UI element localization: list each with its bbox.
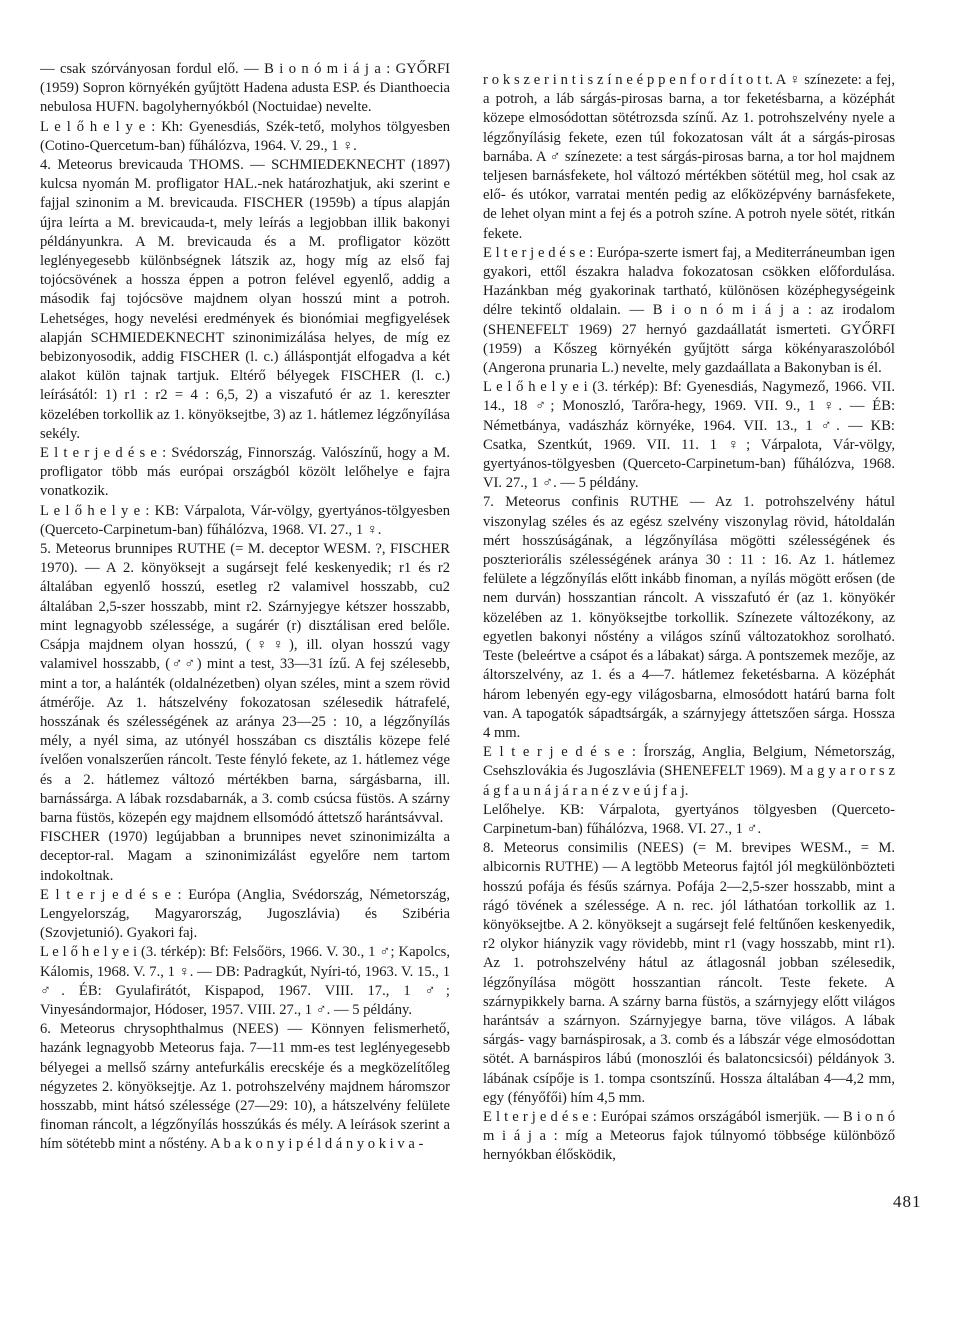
paragraph-species-6-chrysophthalmus: 6. Meteorus chrysophthalmus (NEES) — Könnyen felismerhető, hazánk legnagyobb Meteorus faja. 7—11 mm-es test leglényegesebb bélyegei a mellső szárny antefurkális erecskéje és a megközelítőleg négyzetes 2. könyöksejtje. Az 1. potrohszelvény majdnem háromszor hosszabb, mint hátsó szélessége (27—29: 10), a hátszelvény felülete finoman ráncolt, a légzőnyílás hosszúkás és mély. A leírások szerint a hím sötétebb mint a nőstény. A b a k o n y i p é l d á n y o k i v a - <box>40 1021 450 1153</box>
paragraph-species-7-confinis: 7. Meteorus confinis RUTHE — Az 1. potrohszelvény hátul viszonylag széles és az egész szelvény viszonylag rövid, hátoldalán mért hosszúságának, a légzőnyílása mögötti szélességének és poszteriorális szélességének aránya 30 : 11 : 16. Az 1. hátlemez felülete a légzőnyílás előtt inkább finoman, a nyílás mögött erősen (de nem durván) hosszantian ráncolt. A visszafutó ér (az 1. könyökér közelében az 1. könyöksejtbe torkollik. Színezete változékony, az egyetlen bakonyi nőstény a világos színű változatokhoz sorolható. Teste (beleértve a csápot és a lábakat) sárga. A pontszemek mezője, az áltorszelvény, az 1. és a 4—7. hátlemez feketésbarna. A középhát három lebenyén egy-egy világosbarna, elmosódott határú barna folt van. A tapogatók sápadtsárgák, a szárnyjegy áttetszően sárga. Hossza 4 mm. <box>483 494 895 741</box>
paragraph-elterjedese-svedorszag: E l t e r j e d é s e : Svédország, Finnország. Valószínű, hogy a M. profligator több más európai országból közölt lelőhelye e fajra vonatkozik. <box>40 445 450 500</box>
paragraph-elterjedese-mediterraneum: E l t e r j e d é s e : Európa-szerte ismert faj, a Mediterráneumban igen gyakori, ettől északra haladva fokozatosan csökken előfordulása. Hazánkban még gyakorinak tartható, különösen középhegységeink délre tekintő oldalain. — B i o n ó m i á j a : az irodalom (SHENEFELT 1969) 27 hernyó gazdaállatát ismerteti. GYŐRFI (1959) a Kőszeg környékén gyűjtött sárga kökényaraszolóból (Angerona prunaria L.) nevelte, mely gazdaállata a Bakonyban is él. <box>483 244 895 377</box>
paragraph-lelohelye-varpalota: L e l ő h e l y e : KB: Várpalota, Vár-völgy, gyertyános-tölgyesben (Querceto-Carpinetum-ban) fűhálózva, 1968. VI. 27., 1 ♀. <box>40 502 450 538</box>
paragraph-lelohelye-varpalota-confinis: Lelőhelye. KB: Várpalota, gyertyános tölgyesben (Querceto-Carpinetum-ban) fűhálózva, 1968. VI. 27., 1 ♂. <box>483 801 895 837</box>
paragraph-species-8-consimilis: 8. Meteorus consimilis (NEES) (= M. brevipes WESM., = M. albicornis RUTHE) — A legtöbb Meteorus fajtól jól megkülönbözteti hosszú pofája és fésűs szárnya. Pofája 2—2,5-szer hosszabb, mint a rágó tövének a szélessége. A n. rec. jól láthatóan torkollik az 1. könyöksejtbe. A 2. könyöksejt a sugársejt felé feltűnően keskenyedik, r2 olykor hiányzik vagy rövidebb, mint r1 (vagy hosszabb, mint r1). Az 1. potrohszelvény hátul az átlagosnál jobban szélesedik, légzőnyílása mögött hosszantian ráncolt. Teste fekete. A szárnypikkely barna. A szárny barna füstös, a szárnyjegy előtt világos harántsáv a szárnyon. Szárnyjegye barna, töve világos. A lábak sárgás- vagy barnáspirosak, a 3. comb és a lábszár vége elmosódottan sötét. A barnáspiros lábú (monoszlói és balatoncsicsói) példányok 3. lábának csípője is 1. tompa csontszínű. Hossza általában 4—4,2 mm, egy (fényőfői) hím 4,5 mm. <box>483 840 895 1106</box>
paragraph-bionomia-gyorfi: — csak szórványosan fordul elő. — B i o n ó m i á j a : GYŐRFI (1959) Sopron környékén gyűjtött Hadena adusta ESP. és Dianthoecia nebulosa HUFN. bagolyhernyókból (Noctuidae) nevelte. <box>40 61 450 116</box>
page-number: 481 <box>893 1192 922 1211</box>
paragraph-species-5-brunnipes: 5. Meteorus brunnipes RUTHE (= M. deceptor WESM. ?, FISCHER 1970). — A 2. könyöksejt a sugársejt felé keskenyedik; r1 és r2 általában egyenlő hosszú, esetleg r2 valamivel hosszabb, cu2 általában 2,5-szer hosszabb, mint r2. Szárnyjegye kétszer hosszabb, mint legnagyobb szélessége, a sugárér (r) disztálisan ered belőle. Csápja majdnem olyan hosszú, (♀♀), ill. olyan hosszú vagy valamivel hosszabb, (♂♂) mint a test, 33—31 ízű. A fej szélesebb, mint a tor, a halánték (oldalnézetben) olyan széles, mint a szem rövid átmérője. Az 1. hátszelvény fokozatosan szélesedik hátrafelé, hosszának és szélességének az aránya 23—25 : 10, a légzőnyílás mély, a nyél sima, az utónyél hosszában cs disztális közepe felé ívelően vonalszerűen ráncolt. Teste fényló fekete, az 1. hátlemez vége és a 2. hátlemez változó mértékben barna, sárgásbarna, ill. barnássárga. A lábak rozsdabarnák, a 3. comb csúcsa füstös. A szárny barna füstös, közepén egy majdnem ellsomódó áttetsző harántsávval. <box>40 541 450 826</box>
paragraph-lelohelye-gyenesdias: L e l ő h e l y e : Kh: Gyenesdiás, Szék-tető, molyhos tölgyesben (Cotino-Quercetum-ban) fűhálózva, 1964. V. 29., 1 ♀. <box>40 118 450 154</box>
paragraph-lelohelyei-felsoors: L e l ő h e l y e i (3. térkép): Bf: Felsőörs, 1966. V. 30., 1 ♂; Kapolcs, Kálomis, 1968. V. 7., 1 ♀. — DB: Padragkút, Nyíri-tó, 1963. V. 15., 1 ♂. ÉB: Gyulafirátót, Kispapod, 1967. VIII. 17., 1 ♂; Vinyesándormajor, Hódoser, 1957. VIII. 27., 1 ♂. — 5 példány. <box>40 944 450 1018</box>
paragraph-species-4-brevicauda: 4. Meteorus brevicauda THOMS. — SCHMIEDEKNECHT (1897) kulcsa nyomán M. profligator HAL.-nek határozhatjuk, aki szerint e fajjal szinonim a M. brevicauda. FISCHER (1959b) a típus alapján újra leírta a M. brevicauda-t, mely leírás a legjobban illik bakonyi példányunkra. A M. brevicauda és a M. profligator között leglényegesebb különbségnek látszik az, hogy míg az első faj tojócsövének a hossza éppen a potron felével egyenlő, addig a második faj tojócsöve majdnem olyan hosszú mint a potroh. Lehetséges, hogy nevelési eredmények és bionómiai megfigyelések alapján SCHMIEDEKNECHT szinonimizálása helyes, de míg ez bebizonyosodik, addig FISCHER (l. c.) álláspontját elfogadva a két alakot külön tajnak tartjuk. Eltérő bélyegek FISCHER (l. c.) leírásától: 1) r1 : r2 = 4 : 6,5, 2) a viszafutó ér az 1. kereszter közelében torkollik az 1. könyöksejtbe, 3) az 1. hátlemez légzőnyílása sekély. <box>40 157 450 442</box>
paragraph-fischer-1970: FISCHER (1970) legújabban a brunnipes nevet szinonimizálta a deceptor-ral. Magam a szinonimizálást egyelőre nem tartom indokoltnak. <box>40 829 450 884</box>
paragraph-szinezete: r o k s z e r i n t i s z í n e é p p e n f o r d í t o t t. A ♀ színezete: a fej, a potroh, a láb sárgás-pirosas barna, a tor feketésbarna, a középhát közepe elmosódottan sötétrozsda színű. Az 1. potrohszelvény nyele a légzőnyílásig fekete, ezen túl fokozatosan vált át a sárgás-pirosas barnába. A ♂ színezete: a test sárgás-pirosas barna, a tor hol majdnem teljesen barnásfekete, hol változó mértékben sötétül meg, hol csak az elő- és utókor, varratai mentén pedig az előközépvény barnásfekete, de lehet olyan mint a fej és a potroh színe. A potroh nyele sötét, ritkán fekete. <box>483 72 895 242</box>
paragraph-lelohelyei-gyenesdias: L e l ő h e l y e i (3. térkép): Bf: Gyenesdiás, Nagymező, 1966. VII. 14., 18 ♂; Monoszló, Tarőra-hegy, 1969. VII. 9., 1 ♀. — ÉB: Németbánya, vadászház környéke, 1964. VII. 13., 1 ♂. — KB: Csatka, Szentkút, 1969. VII. 11. 1 ♀; Várpalota, Vár-völgy, gyertyános-tölgyesben (Querceto-Carpinetum-ban) fűhálózva, 1968. VI. 27., 1 ♂. — 5 példány. <box>483 379 895 492</box>
paragraph-elterjedese-consimilis: E l t e r j e d é s e : Európai számos országából ismerjük. — B i o n ó m i á j a : míg a Meteorus fajok túlnyomó többsége különböző hernyókban élősködik, <box>483 1108 895 1164</box>
right-column <box>483 71 895 1166</box>
paragraph-elterjedese-europa: E l t e r j e d é s e : Európa (Anglia, Svédország, Németország, Lengyelország, Magyarország, Jugoszlávia) és Szibéria (Szovjetunió). Gyakori faj. <box>40 886 450 942</box>
left-column <box>40 60 450 1155</box>
paragraph-elterjedese-irorszag: E l t e r j e d é s e : Írország, Anglia, Belgium, Németország, Csehszlovákia és Jugoszlávia (SHENEFELT 1969). M a g y a r o r s z á g f a u n á j á r a n é z v e ú j f a j. <box>483 744 895 799</box>
